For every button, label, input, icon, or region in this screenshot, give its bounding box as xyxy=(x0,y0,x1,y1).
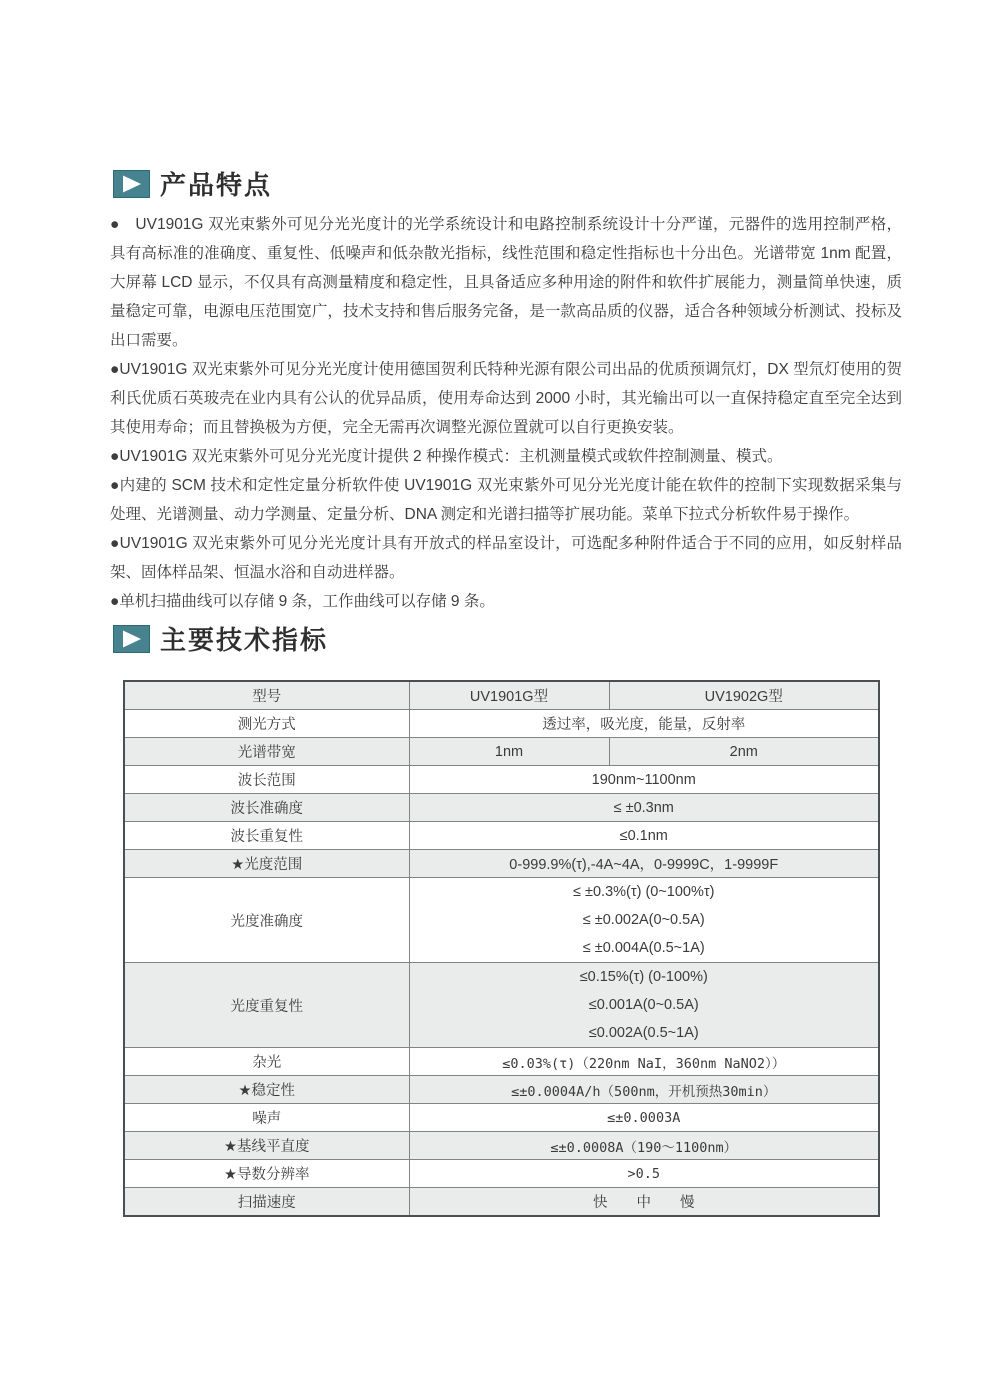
spec-value-multiline xyxy=(409,963,879,1048)
spec-value: ≤±0.0008A（190～1100nm） xyxy=(409,1132,879,1160)
spec-value-line: ≤0.15%(τ) (0-100%) xyxy=(579,969,708,985)
spec-label: ★光度范围 xyxy=(124,850,409,878)
spec-value-line: ≤0.001A(0~0.5A) xyxy=(588,997,699,1013)
spec-label: 扫描速度 xyxy=(124,1188,409,1217)
feature-bullet: ●UV1901G 双光束紫外可见分光光度计使用德国贺利氏特种光源有限公司出品的优质预调氘灯，DX 型氘灯使用的贺利氏优质石英玻壳在业内具有公认的优异品质，使用寿命达到 2000 小时，其光输出可以一直保持稳定直至完全达到其使用寿命；而且替换极为方便，完全无需再次调整光源位置就可以自行更换安装。 xyxy=(110,361,902,436)
spec-row xyxy=(124,1104,879,1132)
spec-label: 光度重复性 xyxy=(124,963,409,1048)
spec-row xyxy=(124,822,879,850)
spec-label: 波长范围 xyxy=(124,766,409,794)
spec-value-line: ≤ ±0.002A(0~0.5A) xyxy=(582,912,705,928)
features-section-header xyxy=(113,165,272,202)
feature-bullet: ●单机扫描曲线可以存储 9 条，工作曲线可以存储 9 条。 xyxy=(110,593,495,610)
spec-value: ≤0.1nm xyxy=(409,822,879,850)
spec-value: 透过率，吸光度，能量，反射率 xyxy=(409,710,879,738)
spec-label: ★基线平直度 xyxy=(124,1132,409,1160)
feature-bullet: ●UV1901G 双光束紫外可见分光光度计具有开放式的样品室设计，可选配多种附件适合于不同的应用，如反射样品架、固体样品架、恒温水浴和自动进样器。 xyxy=(110,535,902,581)
spec-row xyxy=(124,766,879,794)
spec-value: 190nm~1100nm xyxy=(409,766,879,794)
spec-value-line: ≤ ±0.004A(0.5~1A) xyxy=(582,940,705,956)
features-section-title: 产品特点 xyxy=(160,170,273,200)
spec-label: ★稳定性 xyxy=(124,1076,409,1104)
spec-row xyxy=(124,1132,879,1160)
spec-row xyxy=(124,1160,879,1188)
feature-list xyxy=(110,210,902,616)
spec-row xyxy=(124,1188,879,1217)
spec-value-multiline xyxy=(409,878,879,963)
spec-table xyxy=(123,680,880,1217)
spec-value: 2nm xyxy=(609,738,879,766)
spec-label: 光度准确度 xyxy=(124,878,409,963)
spec-value-line: ≤0.002A(0.5~1A) xyxy=(588,1025,699,1041)
spec-row xyxy=(124,850,879,878)
spec-label: 型号 xyxy=(124,681,409,710)
spec-value: ≤ ±0.3nm xyxy=(409,794,879,822)
specs-section-header xyxy=(113,620,328,657)
spec-value: 快 中 慢 xyxy=(409,1188,879,1217)
spec-value: ≤0.03%(τ)（220nm NaI，360nm NaNO2）） xyxy=(409,1048,879,1076)
feature-bullet: ●UV1901G 双光束紫外可见分光光度计提供 2 种操作模式：主机测量模式或软件控制测量、模式。 xyxy=(110,448,783,465)
spec-value: ≤±0.0003A xyxy=(409,1104,879,1132)
spec-value: >0.5 xyxy=(409,1160,879,1188)
spec-value: 1nm xyxy=(409,738,609,766)
spec-label: ★导数分辨率 xyxy=(124,1160,409,1188)
spec-label: 噪声 xyxy=(124,1104,409,1132)
spec-row xyxy=(124,1076,879,1104)
spec-value: UV1902G型 xyxy=(609,681,879,710)
spec-row xyxy=(124,1048,879,1076)
spec-label: 光谱带宽 xyxy=(124,738,409,766)
spec-label: 波长重复性 xyxy=(124,822,409,850)
play-arrow-icon xyxy=(113,625,150,653)
play-arrow-icon xyxy=(113,170,150,198)
spec-value: ≤±0.0004A/h（500nm，开机预热30min） xyxy=(409,1076,879,1104)
spec-row xyxy=(124,738,879,766)
spec-label: 测光方式 xyxy=(124,710,409,738)
feature-bullet: ● UV1901G 双光束紫外可见分光光度计的光学系统设计和电路控制系统设计十分严谨，元器件的选用控制严格，具有高标准的准确度、重复性、低噪声和低杂散光指标，线性范围和稳定性指标也十分出色。光谱带宽 1nm 配置，大屏幕 LCD 显示，不仅具有高测量精度和稳定性，且具备适应多种用途的附件和软件扩展能力，测量简单快速，质量稳定可靠，电源电压范围宽广，技术支持和售后服务完备，是一款高品质的仪器，适合各种领域分析测试、投标及出口需要。 xyxy=(110,216,902,349)
spec-row xyxy=(124,963,879,1048)
feature-bullet: ●内建的 SCM 技术和定性定量分析软件使 UV1901G 双光束紫外可见分光光度计能在软件的控制下实现数据采集与处理、光谱测量、动力学测量、定量分析、DNA 测定和光谱扫描等扩展功能。菜单下拉式分析软件易于操作。 xyxy=(110,477,902,523)
spec-row xyxy=(124,878,879,963)
spec-row xyxy=(124,794,879,822)
spec-value: UV1901G型 xyxy=(409,681,609,710)
spec-value-line: ≤ ±0.3%(τ) (0~100%τ) xyxy=(573,884,715,900)
spec-value: 0-999.9%(τ),-4A~4A，0-9999C，1-9999F xyxy=(409,850,879,878)
spec-label: 杂光 xyxy=(124,1048,409,1076)
specs-section-title: 主要技术指标 xyxy=(160,625,329,655)
spec-row xyxy=(124,681,879,710)
spec-label: 波长准确度 xyxy=(124,794,409,822)
spec-row xyxy=(124,710,879,738)
